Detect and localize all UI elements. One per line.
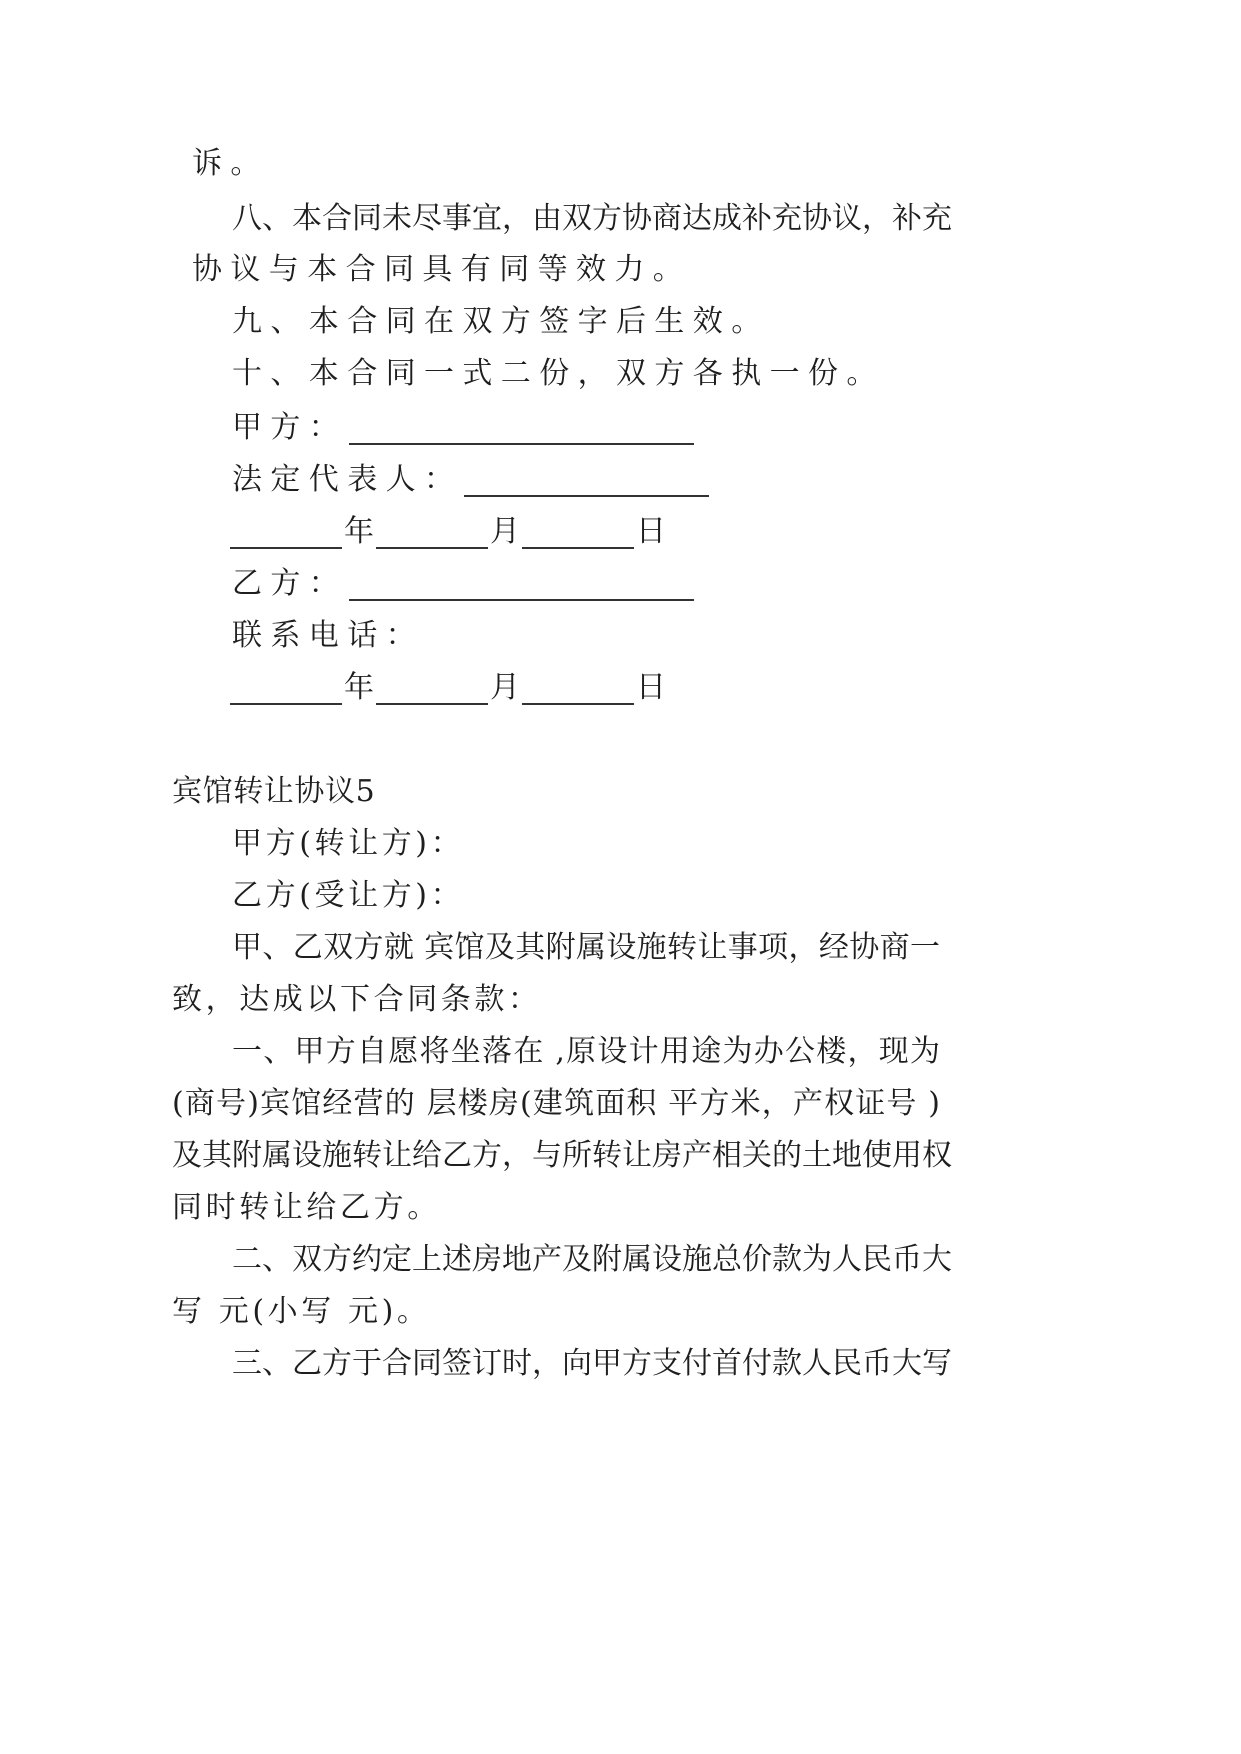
date-line-party-a — [228, 508, 666, 556]
clause-ten: 十、本合同一式二份，双方各执一份。 — [232, 356, 885, 391]
clause-two-line-1: 二、双方约定上述房地产及附属设施总价款为人民币大 — [232, 1242, 952, 1277]
clause-two-line-2: 写 元(小写 元)。 — [172, 1294, 431, 1329]
agreement-title: 宾馆转让协议5 — [172, 774, 376, 809]
clause-one-line-2: (商号)宾馆经营的 层楼房(建筑面积 平方米，产权证号 ) — [172, 1086, 940, 1121]
party-b-blank — [349, 569, 694, 601]
preamble-line-2: 致，达成以下合同条款： — [172, 982, 542, 1017]
legal-representative-line — [232, 456, 711, 504]
contact-phone-label: 联系电话： — [232, 618, 424, 653]
year-blank — [230, 517, 342, 549]
day-blank — [522, 673, 634, 705]
legal-representative-blank — [464, 465, 709, 497]
year-label: 年 — [344, 670, 374, 705]
party-a-label: 甲方： — [232, 410, 348, 445]
clause-eight-line-1: 八、本合同未尽事宜，由双方协商达成补充协议，补充 — [232, 201, 952, 236]
month-label: 月 — [490, 670, 520, 705]
clause-one-line-4: 同时转让给乙方。 — [172, 1190, 441, 1225]
party-a-signature-line — [232, 404, 696, 452]
party-b-label: 乙方： — [232, 566, 348, 601]
clause-one-line-1: 一、甲方自愿将坐落在 ,原设计用途为办公楼，现为 — [232, 1034, 940, 1069]
year-label: 年 — [344, 514, 374, 549]
clause-three-line-1: 三、乙方于合同签订时，向甲方支付首付款人民币大写 — [232, 1346, 952, 1381]
day-blank — [522, 517, 634, 549]
clause-one-line-3: 及其附属设施转让给乙方，与所转让房产相关的土地使用权 — [172, 1138, 952, 1173]
date-line-party-b — [228, 664, 666, 712]
transferor-label: 甲方(转让方)： — [232, 826, 465, 861]
month-label: 月 — [490, 514, 520, 549]
party-a-blank — [349, 413, 694, 445]
legal-representative-label: 法定代表人： — [232, 462, 463, 497]
paragraph-line: 诉。 — [192, 146, 269, 181]
preamble-line-1: 甲、乙双方就 宾馆及其附属设施转让事项，经协商一 — [232, 930, 940, 965]
clause-nine: 九、本合同在双方签字后生效。 — [232, 304, 770, 339]
transferee-label: 乙方(受让方)： — [232, 878, 465, 913]
clause-eight-line-2: 协议与本合同具有同等效力。 — [192, 252, 692, 287]
day-label: 日 — [636, 514, 666, 549]
year-blank — [230, 673, 342, 705]
day-label: 日 — [636, 670, 666, 705]
month-blank — [376, 517, 488, 549]
month-blank — [376, 673, 488, 705]
party-b-signature-line — [232, 560, 696, 608]
